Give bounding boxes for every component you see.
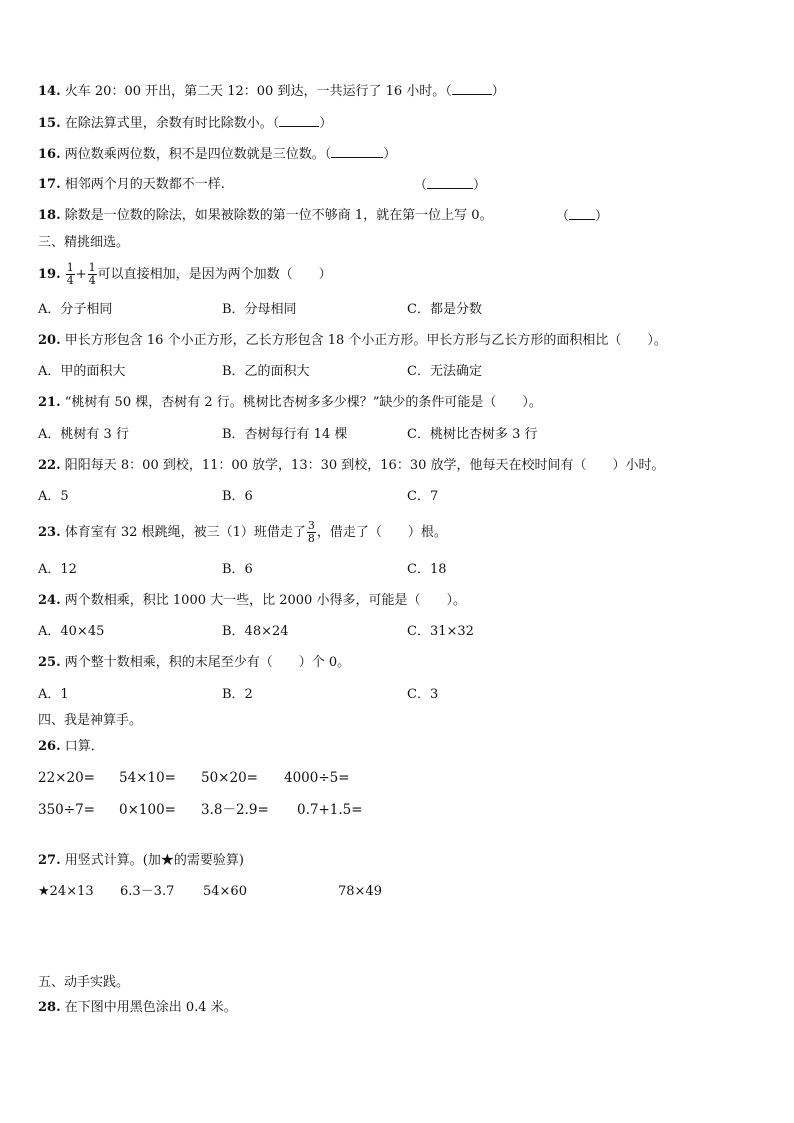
question-title: 口算． (64, 739, 104, 754)
option-b[interactable]: B．2 (222, 687, 253, 702)
option-b[interactable]: B．6 (222, 562, 253, 577)
question-text: 火车 20：00 开出，第二天 12：00 到达，一共运行了 16 小时。（ (64, 84, 452, 99)
option-c[interactable]: C．18 (407, 562, 447, 577)
question-text: 相邻两个月的天数都不一样. (64, 177, 225, 192)
question-27 (38, 852, 244, 870)
paren-close: ） (491, 84, 505, 99)
question-text: 在除法算式里，余数有时比除数小。（ (64, 116, 280, 131)
plus-sign: + (75, 267, 87, 282)
question-number: 21. (38, 395, 61, 410)
fraction-one-quarter: $\frac{1}{4}$ (66, 261, 74, 287)
question-text: “桃树有 50 棵，杏树有 2 行。桃树比杏树多多少棵？”缺少的条件可能是（ ）。 (64, 395, 542, 410)
fraction-one-quarter: $\frac{1}{4}$ (88, 261, 96, 287)
question-text: 在下图中用黑色涂出 0.4 米。 (64, 1000, 237, 1015)
question-26 (38, 738, 104, 756)
question-number: 15. (38, 116, 61, 131)
option-c[interactable]: C．都是分数 (407, 302, 482, 317)
question-25 (38, 654, 350, 672)
question-number: 20. (38, 333, 61, 348)
vertical-calc-item: 6.3－3.7 (120, 884, 175, 899)
question-number: 14. (38, 84, 61, 99)
question-18-answer (556, 207, 608, 226)
answer-blank[interactable] (331, 145, 383, 158)
vertical-calc-item: ★24×13 (38, 884, 94, 899)
answer-blank[interactable] (452, 82, 492, 95)
option-a[interactable]: A．5 (38, 489, 69, 504)
question-23 (38, 520, 447, 546)
calc-item: 22×20= (38, 770, 95, 786)
question-number: 27. (38, 853, 61, 868)
calc-item: 0.7+1.5= (297, 802, 363, 818)
question-text: 体育室有 32 根跳绳，被三（1）班借走了 (64, 525, 306, 540)
vertical-calc-item: 54×60 (203, 884, 247, 899)
paren-close: ） (595, 209, 609, 224)
question-text: 甲长方形包含 16 个小正方形，乙长方形包含 18 个小正方形。甲长方形与乙长方形的面积相比（ ）。 (64, 333, 667, 348)
calc-item: 50×20= (201, 770, 258, 786)
answer-blank[interactable] (569, 207, 595, 220)
question-24 (38, 592, 466, 610)
option-c[interactable]: C．桃树比杏树多 3 行 (407, 427, 538, 442)
calc-item: 350÷7= (38, 802, 95, 818)
question-number: 26. (38, 739, 61, 754)
question-text: 可以直接相加，是因为两个加数（ ） (97, 267, 332, 282)
question-text: 两个数相乘，积比 1000 大一些，比 2000 小得多，可能是（ ）。 (64, 593, 466, 608)
option-c[interactable]: C．3 (407, 687, 439, 702)
calc-item: 3.8－2.9= (201, 802, 269, 818)
answer-blank[interactable] (427, 176, 473, 189)
option-b[interactable]: B．6 (222, 489, 253, 504)
question-text: 两位数乘两位数，积不是四位数就是三位数。（ (64, 147, 332, 162)
paren-open: （ (414, 178, 428, 193)
fraction-three-eighths: $\frac{3}{8}$ (307, 519, 315, 545)
paren-close: ） (319, 116, 333, 131)
question-text: 阳阳每天 8：00 到校，11：00 放学，13：30 到校，16：30 放学，他每天在校时间有（ ）小时。 (64, 458, 665, 473)
question-19 (38, 262, 332, 288)
question-22 (38, 457, 665, 475)
question-21 (38, 394, 542, 412)
calc-item: 0×100= (119, 802, 176, 818)
section-3-title: 三、精挑细选。 (38, 235, 130, 250)
calc-item: 4000÷5= (284, 770, 350, 786)
question-number: 18. (38, 208, 61, 223)
question-number: 25. (38, 655, 61, 670)
calc-item: 54×10= (119, 770, 176, 786)
option-b[interactable]: B．分母相同 (222, 302, 297, 317)
option-a[interactable]: A．甲的面积大 (38, 364, 126, 379)
question-text: 两个整十数相乘，积的末尾至少有（ ）个 0。 (64, 655, 351, 670)
question-14 (38, 82, 505, 101)
option-c[interactable]: C．31×32 (407, 624, 474, 639)
option-a[interactable]: A．桃树有 3 行 (38, 427, 129, 442)
question-number: 23. (38, 525, 61, 540)
option-c[interactable]: C．7 (407, 489, 439, 504)
option-b[interactable]: B．乙的面积大 (222, 364, 310, 379)
section-4-title: 四、我是神算手。 (38, 713, 143, 728)
option-a[interactable]: A．12 (38, 562, 77, 577)
question-16 (38, 145, 396, 164)
question-number: 22. (38, 458, 61, 473)
paren-close: ） (383, 147, 397, 162)
paren-close: ） (473, 178, 487, 193)
section-5-title: 五、动手实践。 (38, 975, 130, 990)
question-17-answer (414, 176, 486, 195)
question-title: 用竖式计算。(加★的需要验算) (64, 853, 244, 868)
question-text: 除数是一位数的除法，如果被除数的第一位不够商 1，就在第一位上写 0。 (64, 208, 493, 223)
option-b[interactable]: B．杏树每行有 14 棵 (222, 427, 348, 442)
option-b[interactable]: B．48×24 (222, 624, 289, 639)
question-number: 19. (38, 267, 61, 282)
question-text-end: ，借走了（ ）根。 (316, 525, 447, 540)
paren-open: （ (556, 209, 570, 224)
option-a[interactable]: A．40×45 (38, 624, 105, 639)
question-20 (38, 332, 667, 350)
question-28 (38, 999, 237, 1017)
question-number: 24. (38, 593, 61, 608)
answer-blank[interactable] (279, 114, 319, 127)
question-17 (38, 176, 225, 194)
option-a[interactable]: A．分子相同 (38, 302, 113, 317)
question-number: 17. (38, 177, 61, 192)
option-c[interactable]: C．无法确定 (407, 364, 482, 379)
question-number: 16. (38, 147, 61, 162)
question-18 (38, 207, 493, 225)
option-a[interactable]: A．1 (38, 687, 69, 702)
vertical-calc-item: 78×49 (338, 884, 382, 899)
question-number: 28. (38, 1000, 61, 1015)
question-15 (38, 114, 332, 133)
